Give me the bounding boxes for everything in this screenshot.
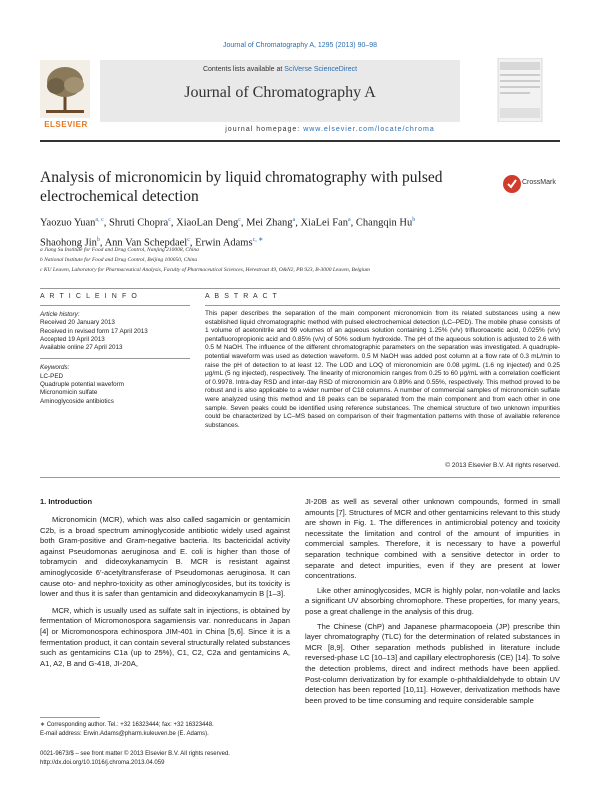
abstract-text: This paper describes the separation of the main component micronomicin from its related substances using a new established liquid chromatographic method with pulsed electrochemical detection (LC–PED). The mobile phase consists of 1 volume of acetonitrile and 99 volumes of an aqueous solution containing 1.25% (v/v) trifluoroacetic acid, 0.025% (v/v) pentafluoropropionic acid and 0.85% (v/v) of 50% sodium hydroxide. The pH of the aqueous solution is adjusted to 2.6 with 0.5 M NaOH. The influence of the different chromatographic parameters on the separation was investigated. A quadruple-potential waveform was used as detection waveform. 0.5 M NaOH was added post column at a flow rate of 0.3 mL/min to raise the pH of detection to at least 12. The LOD and LOQ of micronomicin are 0.08 μg/mL (1.6 ng injected) and 0.25 μg/mL (5 ng injected), respectively. The linearity of micronomicin ranges from 0.25 to 60 μg/mL with a correlation coefficient of 0.9978. Intra-day RSD and inter-day RSD of micronomicin are 0.89% and 0.55%, respectively. This method proved to be robust and is also applicable to a wider number of C18 columns. A number of commercial samples of micronomicin sulfate were analyzed using this method and 18 peaks can be separated from the main component and from each other in one sample. Seven peaks could be identified using reference substances. The chemical structure of two unknown impurities could be characterized by LC–MS based on comparison of their fragmentation patterns with those of available reference substances. [205,310,560,429]
author-affiliation-marker[interactable]: c, ∗ [252,236,264,243]
crossmark-badge[interactable] [502,172,558,196]
article-title-line2: electrochemical detection [40,188,199,205]
right-column [305,497,560,706]
doi-link[interactable]: http://dx.doi.org/10.1016/j.chroma.2013.04.059 [40,760,165,766]
author-name[interactable]: XiaLei Fan [300,217,348,229]
author-affiliation-marker[interactable]: b [412,217,416,223]
author-name[interactable]: XiaoLan Deng [176,217,239,229]
affiliation-a: a Jiang Su Institute for Food and Drug Control, Nanjing 210008, China [40,247,199,253]
publisher-name: ELSEVIER [44,120,88,129]
abstract-rule [205,305,560,306]
history-title: Article history: [40,311,80,318]
author-affiliation-marker[interactable]: a [292,217,296,223]
keyword-item: LC-PED [40,372,64,380]
intro-paragraph-2: MCR, which is usually used as sulfate salt in injections, is obtained by fermentation of Micromonospora sagamiensis var. nonreducans in Japan [4] or Micromonospora echinospora JIM-401 in China [5,6]. Since it is a fermentation product, it can contain several structurally related substances such as gentamicins C1a (up to 25%), C1, C2, C2a and gentamicins A, A1, A2, B and G-418, JI-20A, [40,605,290,668]
author-name[interactable]: Shruti Chopra [109,217,169,229]
author-name[interactable]: Changqin Hu [355,217,413,229]
keyword-item: Aminoglycoside antibiotics [40,397,114,405]
article-title [40,168,470,206]
author-affiliation-marker[interactable]: a [348,217,351,223]
author-name[interactable]: Erwin Adams [195,237,253,248]
crossmark-label: CrossMark [522,179,556,186]
author-affiliation-marker[interactable]: c [168,217,171,223]
affiliation-c: c KU Leuven, Laboratory for Pharmaceutical Analysis, Faculty of Pharmaceutical Sciences, Herestraat 49, O&N2, PB 923, B-3000 Leuven, Belgium [40,267,370,273]
abstract-copyright: © 2013 Elsevier B.V. All rights reserved. [445,462,560,469]
contents-prefix: Contents lists available at [202,66,285,73]
homepage-prefix: journal homepage: [225,126,304,133]
abstract-label: A B S T R A C T [205,293,279,300]
section-rule [40,288,560,289]
author-name[interactable]: Ann Van Schepdael [104,237,188,248]
contents-line [100,66,460,73]
author-name[interactable]: Shaohong Jin [40,237,97,248]
journal-cover-image [478,58,560,122]
author-name[interactable]: Yaozuo Yuan [40,217,96,229]
keyword-item: Quadruple potential waveform [40,381,125,389]
history-accepted: Accepted 19 April 2013 [40,335,105,343]
journal-reference[interactable]: Journal of Chromatography A, 1295 (2013) 90–98 [222,42,378,49]
footnote-rule [40,717,100,718]
intro-paragraph-4: Like other aminoglycosides, MCR is highly polar, non-volatile and lacks a significant UV absorbing chromophore. These properties, for many years, pose a great challenge in the analysis of this drug. [305,585,560,616]
keywords-rule [40,358,190,360]
intro-paragraph-5: The Chinese (ChP) and Japanese pharmacopoeia (JP) prescribe thin layer chromatography (TLC) for the determination of related substances in MCR [8,9]. Other separation methods published in literature include reversed-phase LC [10–13] and capillary electrophoresis (CE) [14]. To solve the detection problems, direct and indirect methods have been applied. Post-column derivatization by for example o-phthaldialdehyde to obtain UV detection has been reported [10,11]. However, derivatization methods have been proved to be time consuming and require considerable sample [305,621,560,705]
author-line-1: Yaozuo Yuan$^{a, c}$, Shruti Chopra$^c$, XiaoLan Deng$^c$, Mei Zhang$^a$, XiaLei Fan$^a$, Changqin Hu$^b$ [40,217,416,229]
email-address[interactable]: E-mail address: Erwin.Adams@pharm.kuleuven.be (E. Adams). [40,731,209,737]
left-column [40,515,290,669]
author-affiliation-marker[interactable]: b [96,236,100,243]
issn-line: 0021-9673/$ – see front matter © 2013 Elsevier B.V. All rights reserved. [40,751,230,757]
history-revised: Received in revised form 17 April 2013 [40,327,148,335]
author-name[interactable]: Mei Zhang [246,217,293,229]
intro-paragraph-1: Micronomicin (MCR), which was also called sagamicin or gentamicin C2b, is a broad spectrum aminoglycoside antibiotic widely used against both Gram-positive and Gram-negative bacteria. Its bactericidal activity against Pseudomonas aeruginosa and E. coli is higher than those of tobramycin and dideoxykanamycin B. MCR is resistant against aminoglycoside 6′-acetyltransferase of Pseudomonas aeruginosa. It can cause oto- and nephro-toxicity as other aminoglycosides, but its toxicity is lower and thus it is safer than gentamicin and dideoxykanamycin B [1–3]. [40,515,290,599]
header-rule [40,140,560,142]
affiliation-b: b National Institute for Food and Drug Control, Beijing 100050, China [40,257,198,263]
author-affiliation-marker[interactable]: c [187,236,190,243]
history-online: Available online 27 April 2013 [40,344,123,352]
keywords-title: Keywords: [40,364,70,372]
elsevier-tree-logo [40,60,90,118]
section-heading-introduction: 1. Introduction [40,497,93,506]
journal-homepage [100,126,560,133]
info-rule [40,305,190,306]
author-affiliation-marker[interactable]: a, c [95,217,104,223]
keyword-item: Micronomicin sulfate [40,389,98,397]
author-affiliation-marker[interactable]: c [238,217,241,223]
sciverse-link[interactable]: SciVerse ScienceDirect [284,66,358,73]
article-title-line1: Analysis of micronomicin by liquid chromatography with pulsed [40,169,443,186]
article-info [40,311,190,406]
article-info-label: A R T I C L E I N F O [40,293,139,300]
homepage-link[interactable]: www.elsevier.com/locate/chroma [303,126,435,133]
author-line-2: Shaohong Jin$^b$, Ann Van Schepdael$^c$, Erwin Adams$^{c, ∗}$ [40,236,264,248]
history-received: Received 20 January 2013 [40,319,115,327]
corresponding-author: ∗ Corresponding author. Tel.: +32 16323444; fax: +32 16323448. [40,722,214,728]
intro-paragraph-3: JI-20B as well as several other unknown compounds, formed in small amounts [7]. Structures of MCR and other gentamicins relevant to this study are shown in Fig. 1. The differences in antimicrobial potency and toxicity necessitate the limitation and control of the amount of impurities in commercial samples. Therefore, it is necessary to have a powerful separation technique combined with a sensitive detector in order to separate and detect impurities, even if they are present at lower concentrations. [305,497,560,581]
journal-title: Journal of Chromatography A [184,84,376,101]
abstract-bottom-rule [40,477,560,478]
